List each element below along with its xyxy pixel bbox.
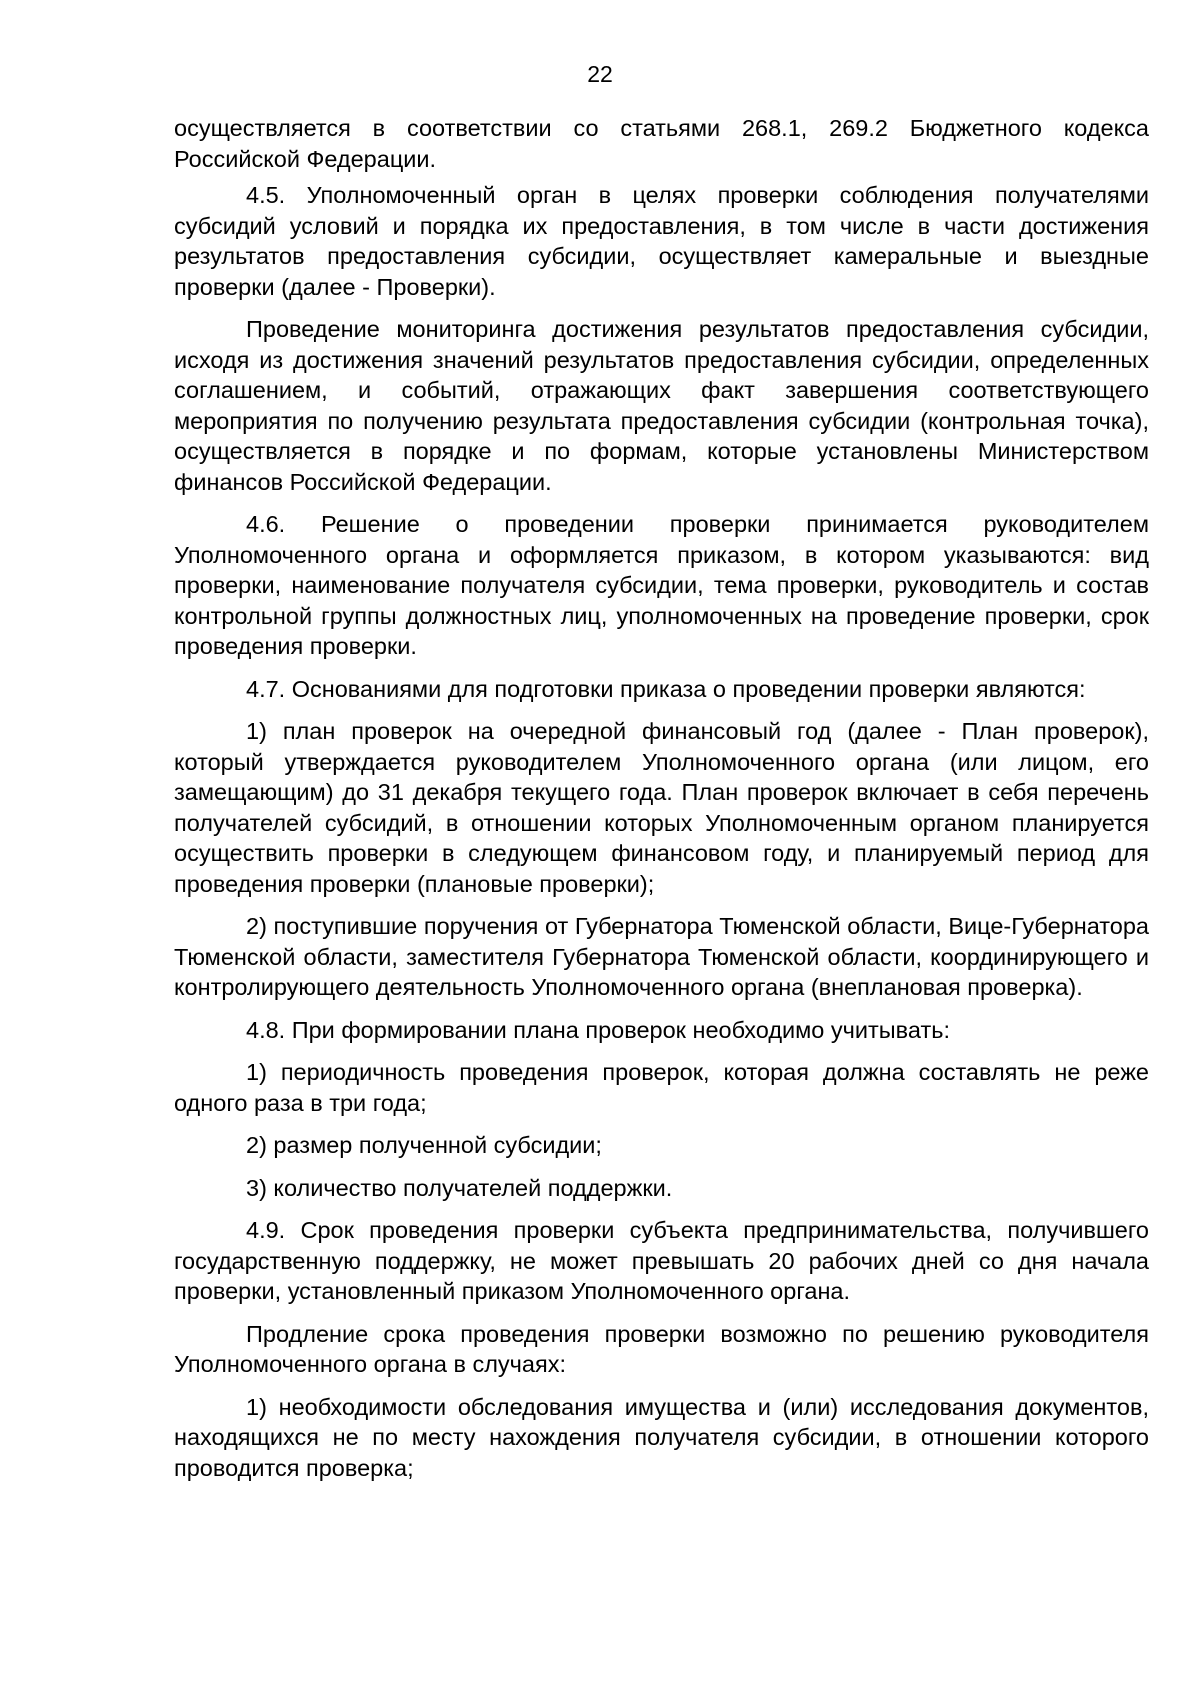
paragraph-4-7-item-2: 2) поступившие поручения от Губернатора Тюменской области, Вице-Губернатора Тюменской области, заместителя Губернатора Тюменской области, координирующего и контролирующего деятельность Уполномоченного органа (внеплановая проверка). xyxy=(174,913,1149,1000)
paragraph-extension: Продление срока проведения проверки возможно по решению руководителя Уполномоченного органа в случаях: xyxy=(174,1320,1149,1377)
paragraph-extension-item-1: 1) необходимости обследования имущества и (или) исследования документов, находящихся не по месту нахождения получателя субсидии, в отношении которого проводится проверка; xyxy=(174,1393,1149,1481)
paragraph-4-7-item-1: 1) план проверок на очередной финансовый год (далее - План проверок), который утверждается руководителем Уполномоченного органа (или лицом, его замещающим) до 31 декабря текущего года. План проверок включает в себя перечень получателей субсидий, в отношении которых Уполномоченным органом планируется осуществить проверки в следующем финансовом году, и планируемый период для проведения проверки (плановые проверки); xyxy=(174,718,1149,897)
paragraph-4-9: 4.9. Срок проведения проверки субъекта предпринимательства, получившего государственную поддержку, не может превышать 20 рабочих дней со дня начала проверки, установленный приказом Уполномоченного органа. xyxy=(174,1217,1149,1304)
paragraph-4-5: 4.5. Уполномоченный орган в целях проверки соблюдения получателями субсидий условий и порядка их предоставления, в том числе в части достижения результатов предоставления субсидии, осуществляет камеральные и выездные проверки (далее - Проверки). xyxy=(174,182,1149,300)
paragraph-4-6: 4.6. Решение о проведении проверки принимается руководителем Уполномоченного органа и оформляется приказом, в котором указываются: вид проверки, наименование получателя субсидии, тема проверки, руководитель и состав контрольной группы должностных лиц, уполномоченных на проведение проверки, срок проведения проверки. xyxy=(174,511,1149,659)
paragraph-4-8-item-3: 3) количество получателей поддержки. xyxy=(246,1174,673,1201)
paragraph-continuation: осуществляется в соответствии со статьями 268.1, 269.2 Бюджетного кодекса Российской Федерации. xyxy=(174,115,1149,172)
paragraph-4-8-item-2: 2) размер полученной субсидии; xyxy=(246,1132,602,1158)
page-number: 22 xyxy=(587,61,613,87)
paragraph-4-8: 4.8. При формировании плана проверок необходимо учитывать: xyxy=(246,1016,950,1043)
paragraph-4-7: 4.7. Основаниями для подготовки приказа о проведении проверки являются: xyxy=(246,675,1086,702)
paragraph-monitoring: Проведение мониторинга достижения результатов предоставления субсидии, исходя из достижения значений результатов предоставления субсидии, определенных соглашением, и событий, отражающих факт завершения соответствующего мероприятия по получению результата предоставления субсидии (контрольная точка), осуществляется в порядке и по формам, которые установлены Министерством финансов Российской Федерации. xyxy=(174,316,1149,495)
document-body xyxy=(174,113,1149,1489)
paragraph-4-8-item-1: 1) периодичность проведения проверок, которая должна составлять не реже одного раза в три года; xyxy=(174,1059,1149,1116)
